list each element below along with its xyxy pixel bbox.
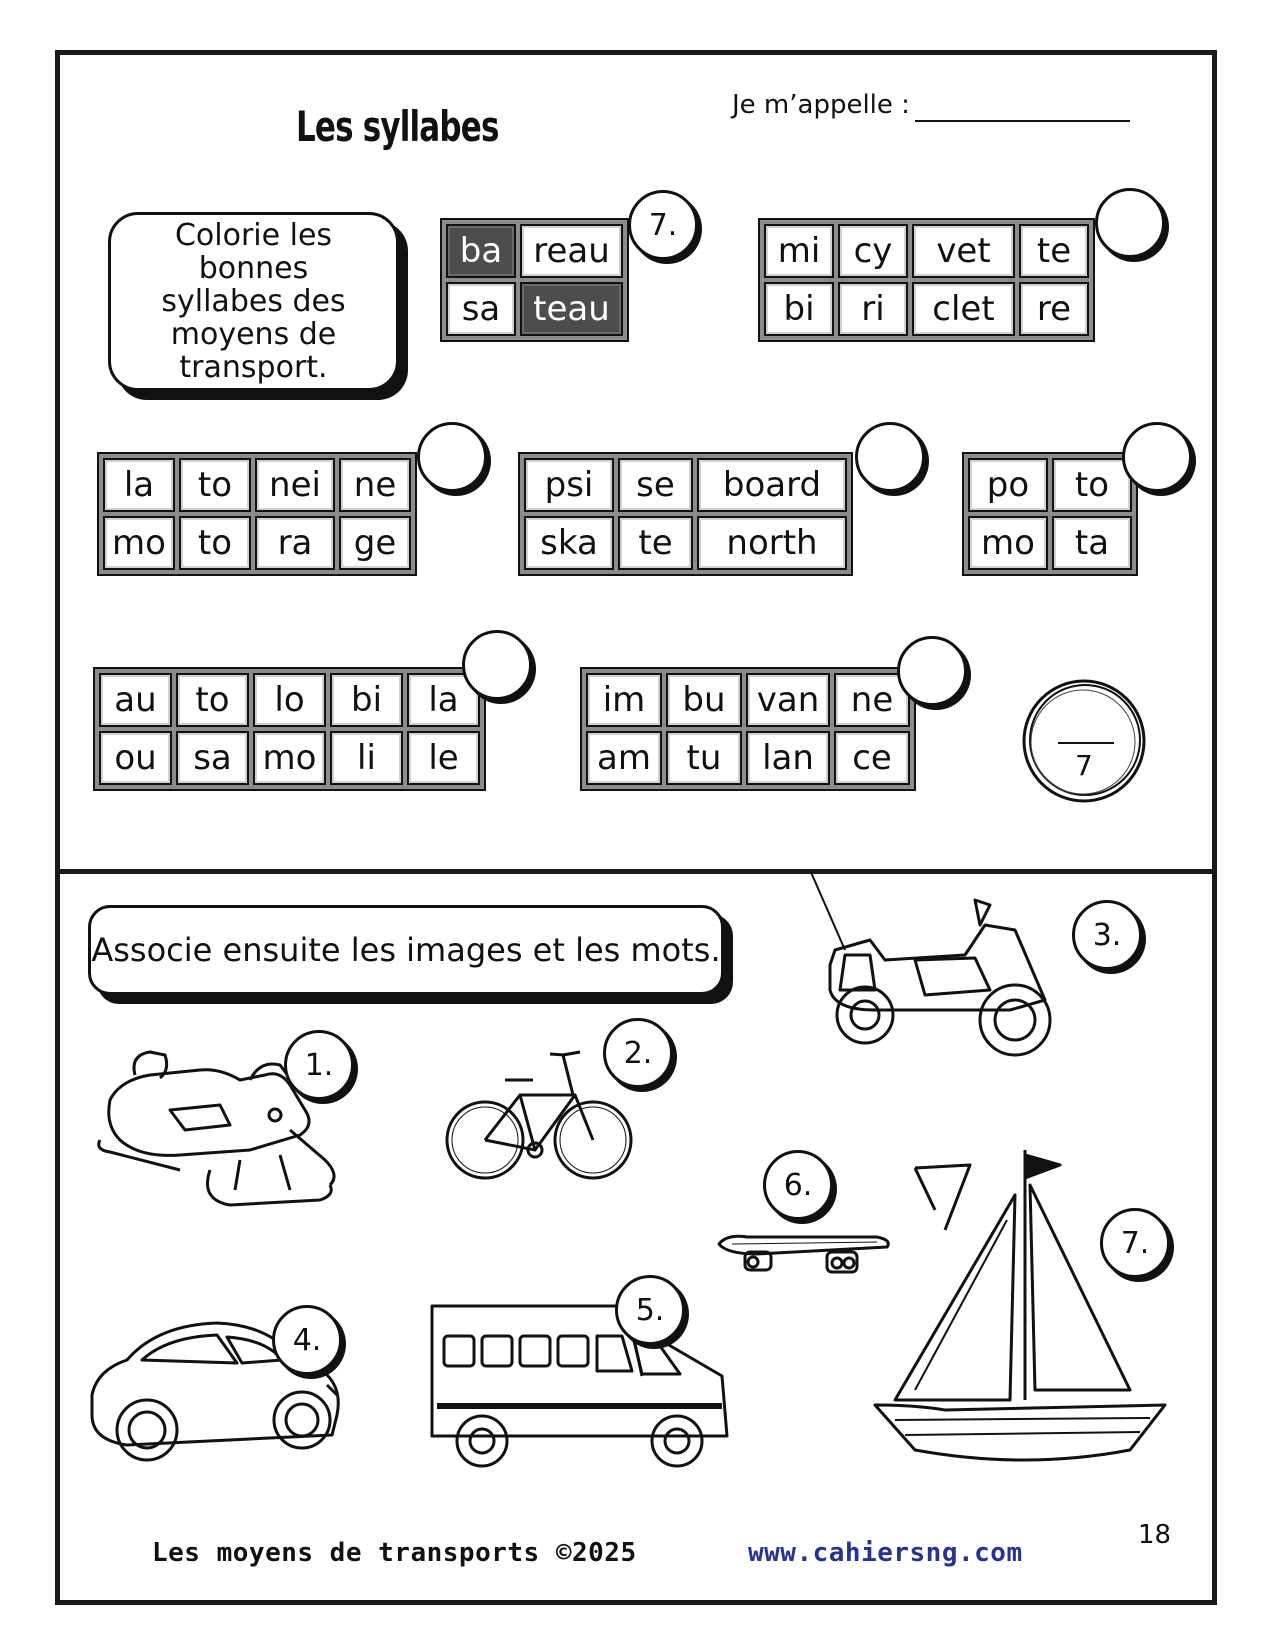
- syllable-cell[interactable]: li: [330, 731, 403, 785]
- syllable-cell[interactable]: ska: [524, 516, 614, 570]
- syllable-cell[interactable]: la: [103, 458, 175, 512]
- syllable-cell[interactable]: ge: [339, 516, 411, 570]
- syllable-cell[interactable]: van: [746, 673, 830, 727]
- syllable-grid-3: [97, 452, 417, 576]
- syllable-cell[interactable]: mo: [103, 516, 175, 570]
- syllable-cell[interactable]: cy: [838, 224, 908, 278]
- syllable-grid-2: [758, 218, 1095, 342]
- answer-badge-3[interactable]: [417, 422, 487, 492]
- picture-label-3: 3.: [1072, 900, 1142, 970]
- syllable-cell[interactable]: to: [179, 516, 251, 570]
- syllable-cell[interactable]: ta: [1052, 516, 1132, 570]
- syllable-cell[interactable]: bu: [666, 673, 742, 727]
- footer-title: Les moyens de transports ©2025: [152, 1538, 637, 1568]
- score-circle-icon: [1020, 677, 1148, 805]
- instruction-text-1: Colorie les bonnes syllabes des moyens de transport.: [161, 218, 346, 385]
- syllable-cell[interactable]: mo: [968, 516, 1048, 570]
- syllable-grid-5: [962, 452, 1138, 576]
- syllable-cell[interactable]: north: [697, 516, 847, 570]
- syllable-cell[interactable]: sa: [446, 282, 516, 336]
- syllable-cell[interactable]: te: [618, 516, 693, 570]
- syllable-cell[interactable]: ne: [834, 673, 910, 727]
- syllable-cell[interactable]: mi: [764, 224, 834, 278]
- syllable-cell[interactable]: ri: [838, 282, 908, 336]
- three-wheel-motorcycle-picture[interactable]: [815, 870, 1055, 1070]
- syllable-cell[interactable]: se: [618, 458, 693, 512]
- instruction-box-2: [88, 905, 724, 995]
- syllable-cell[interactable]: psi: [524, 458, 614, 512]
- score-circle: [1020, 677, 1148, 805]
- picture-label-2: 2.: [603, 1018, 673, 1088]
- syllable-cell[interactable]: im: [586, 673, 662, 727]
- footer-link[interactable]: www.cahiersng.com: [748, 1538, 1023, 1568]
- syllable-cell[interactable]: mo: [253, 731, 326, 785]
- answer-badge-2[interactable]: [1095, 188, 1165, 258]
- answer-badge-4[interactable]: [855, 422, 925, 492]
- answer-badge-1[interactable]: 7.: [628, 190, 698, 260]
- answer-badge-6[interactable]: [462, 630, 532, 700]
- syllable-cell[interactable]: te: [1019, 224, 1089, 278]
- syllable-cell[interactable]: sa: [176, 731, 249, 785]
- page-number: 18: [1138, 1520, 1172, 1550]
- syllable-grid-1: [440, 218, 629, 342]
- syllable-cell[interactable]: board: [697, 458, 847, 512]
- syllable-cell[interactable]: ra: [255, 516, 335, 570]
- syllable-cell[interactable]: ne: [339, 458, 411, 512]
- syllable-cell[interactable]: to: [176, 673, 249, 727]
- syllable-cell[interactable]: au: [99, 673, 172, 727]
- syllable-cell[interactable]: nei: [255, 458, 335, 512]
- picture-label-4: 4.: [272, 1305, 342, 1375]
- score-denominator: 7: [1075, 749, 1093, 782]
- syllable-cell[interactable]: tu: [666, 731, 742, 785]
- syllable-cell[interactable]: vet: [912, 224, 1015, 278]
- syllable-cell[interactable]: bi: [764, 282, 834, 336]
- sailboat-picture[interactable]: [875, 1150, 1175, 1490]
- syllable-cell[interactable]: teau: [520, 282, 623, 336]
- syllable-cell[interactable]: lo: [253, 673, 326, 727]
- picture-label-1: 1.: [284, 1030, 354, 1100]
- syllable-cell[interactable]: le: [407, 731, 480, 785]
- instruction-box-1: [108, 212, 399, 391]
- page-title: Les syllabes: [296, 102, 499, 151]
- syllable-cell[interactable]: po: [968, 458, 1048, 512]
- syllable-grid-7: [580, 667, 916, 791]
- syllable-cell[interactable]: lan: [746, 731, 830, 785]
- answer-badge-7[interactable]: [897, 636, 967, 706]
- syllable-cell[interactable]: to: [179, 458, 251, 512]
- syllable-cell[interactable]: ba: [446, 224, 516, 278]
- picture-label-6: 6.: [763, 1150, 833, 1220]
- syllable-cell[interactable]: clet: [912, 282, 1015, 336]
- syllable-cell[interactable]: reau: [520, 224, 623, 278]
- picture-label-7: 7.: [1100, 1208, 1170, 1278]
- name-field[interactable]: [915, 120, 1130, 122]
- answer-badge-5[interactable]: [1122, 422, 1192, 492]
- skateboard-picture[interactable]: [717, 1232, 892, 1282]
- syllable-cell[interactable]: ou: [99, 731, 172, 785]
- syllable-cell[interactable]: re: [1019, 282, 1089, 336]
- van-picture[interactable]: [422, 1296, 742, 1476]
- syllable-cell[interactable]: to: [1052, 458, 1132, 512]
- syllable-grid-6: [93, 667, 486, 791]
- syllable-cell[interactable]: ce: [834, 731, 910, 785]
- instruction-text-2: Associe ensuite les images et les mots.: [91, 931, 721, 969]
- picture-label-5: 5.: [615, 1275, 685, 1345]
- name-label: Je m’appelle :: [732, 90, 910, 120]
- syllable-cell[interactable]: bi: [330, 673, 403, 727]
- syllable-grid-4: [518, 452, 853, 576]
- syllable-cell[interactable]: la: [407, 673, 480, 727]
- syllable-cell[interactable]: am: [586, 731, 662, 785]
